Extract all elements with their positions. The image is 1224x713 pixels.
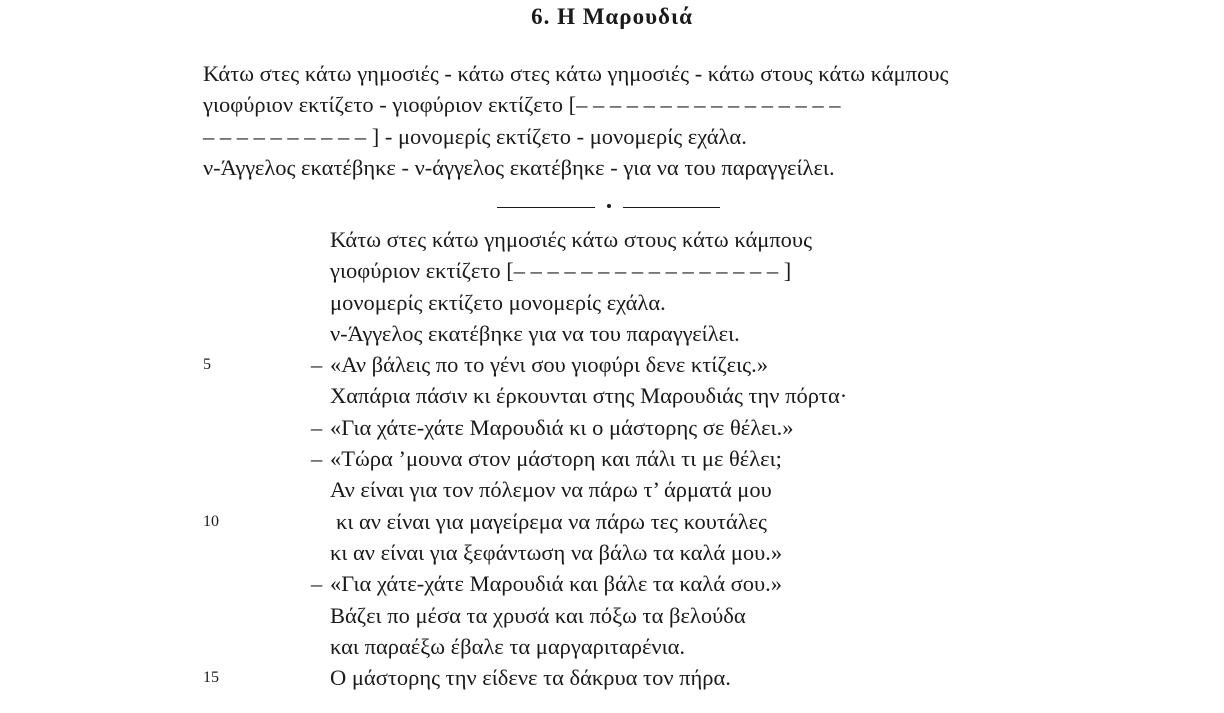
verse-line bbox=[0, 662, 1224, 693]
verse-text: «Τώρα ’μουνα στον μάστορη και πάλι τι με θέλει; bbox=[330, 446, 782, 472]
prose-line: Κάτω στες κάτω γημοσιές - κάτω στες κάτω γημοσιές - κάτω στους κάτω κάμπους bbox=[203, 61, 949, 86]
prose-version bbox=[203, 58, 1183, 183]
dialogue-dash: – bbox=[311, 446, 323, 472]
verse-line bbox=[0, 600, 1224, 631]
verse-text: κι αν είναι για ξεφάντωση να βάλω τα καλά μου.» bbox=[330, 539, 783, 565]
verse-line bbox=[0, 287, 1224, 318]
verse-line bbox=[0, 506, 1224, 537]
verse-line bbox=[0, 318, 1224, 349]
verse-text: «Για χάτε-χάτε Μαρουδιά κι ο μάστορης σε θέλει.» bbox=[330, 414, 794, 440]
dialogue-dash: – bbox=[311, 352, 323, 378]
verse-line bbox=[0, 255, 1224, 286]
verse-line bbox=[0, 443, 1224, 474]
verse-line bbox=[0, 474, 1224, 505]
separator-rule-left bbox=[497, 207, 595, 208]
prose-line: – – – – – – – – – – ] - μονομερίς εκτίζετο - μονομερίς εχάλα. bbox=[203, 123, 747, 149]
verse-line bbox=[0, 224, 1224, 255]
verse-text: Χαπάρια πάσιν κι έρκουνται στης Μαρουδιάς την πόρτα· bbox=[330, 383, 848, 409]
verse-text: κι αν είναι για μαγείρεμα να πάρω τες κουτάλες bbox=[336, 508, 767, 534]
verse-text: ν-Άγγελος εκατέβηκε για να του παραγγείλει. bbox=[330, 320, 740, 346]
verse-text: μονομερίς εκτίζετο μονομερίς εχάλα. bbox=[330, 289, 666, 315]
verse-text: «Για χάτε-χάτε Μαρουδιά και βάλε τα καλά σου.» bbox=[330, 571, 782, 597]
line-number: 15 bbox=[203, 669, 219, 687]
verse-line bbox=[0, 380, 1224, 411]
separator-rule-right bbox=[623, 207, 720, 208]
verse-text: Κάτω στες κάτω γημοσιές κάτω στους κάτω κάμπους bbox=[330, 227, 812, 252]
dialogue-dash: – bbox=[311, 571, 323, 597]
verse-line bbox=[0, 412, 1224, 443]
verse-version bbox=[0, 224, 1224, 693]
page-title: 6. Η Μαρουδιά bbox=[531, 4, 693, 29]
verse-text: «Αν βάλεις πο το γένι σου γιοφύρι δενε κτίζεις.» bbox=[330, 352, 768, 378]
verse-line bbox=[0, 631, 1224, 662]
verse-line bbox=[0, 349, 1224, 380]
verse-text: και παραέξω έβαλε τα μαργαριταρένια. bbox=[330, 633, 686, 659]
line-number: 10 bbox=[203, 512, 219, 530]
line-number: 5 bbox=[203, 356, 211, 374]
separator-dot bbox=[607, 204, 611, 208]
section-separator bbox=[497, 196, 723, 212]
verse-text: Αν είναι για τον πόλεμον να πάρω τ’ άρματά μου bbox=[330, 477, 772, 503]
verse-text: Βάζει πο μέσα τα χρυσά και πόξω τα βελούδα bbox=[330, 602, 746, 628]
verse-text: Ο μάστορης την είδενε τα δάκρυα τον πήρα. bbox=[330, 665, 731, 691]
prose-line: ν-Άγγελος εκατέβηκε - ν-άγγελος εκατέβηκε - για να του παραγγείλει. bbox=[203, 154, 835, 180]
verse-line bbox=[0, 537, 1224, 568]
verse-text: γιοφύριον εκτίζετο [– – – – – – – – – – – – – – – – ] bbox=[330, 258, 792, 284]
prose-line: γιοφύριον εκτίζετο - γιοφύριον εκτίζετο [– – – – – – – – – – – – – – – – bbox=[203, 92, 841, 118]
verse-line bbox=[0, 568, 1224, 599]
dialogue-dash: – bbox=[311, 414, 323, 440]
